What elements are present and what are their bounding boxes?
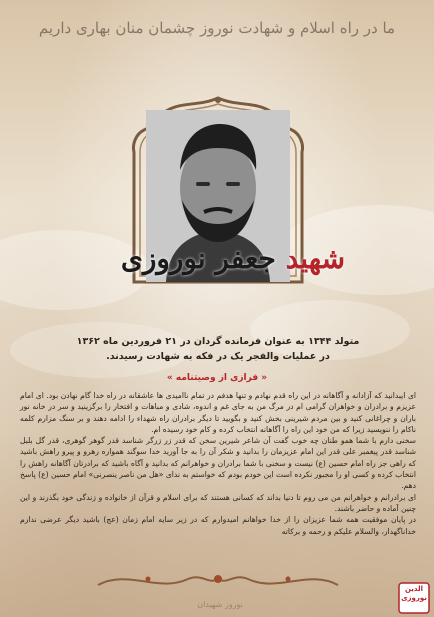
bio-text	[70, 334, 366, 364]
bio-line-2: در عملیات والفجر یک در فکه به شهادت رسیدند.	[106, 351, 330, 362]
header-quote: ما در راه اسلام و شهادت نوروز چشمان منان بهاری داریم	[38, 19, 396, 37]
will-title: « فرازی از وصیتنامه »	[166, 373, 268, 383]
will-text	[20, 390, 416, 537]
logo-text: الدین نوروزی	[401, 585, 427, 602]
will-paragraph: در پایان موفقیت همه شما عزیزان را از خدا خواهانم امیدوارم که در زیر سایه امام زمان (عج) باشید دیگر عرضی ندارم خداناگهدار، والسلام علیکم و رحمه و برکاته	[20, 515, 416, 536]
will-paragraph: سخنی دارم با شما همو طنان چه خوب گفت آن شاعر شیرین سخن که قدر زر زرگر شناسد قدر گوهر گوهری، قدر گل بلبل شناسد قدر پیغمبر علی قدر این امام عزیزمان را بدانید و شکر آن را به جا آورید خدا سوگند همواره رهرو و پیرو راهش باشید که راهی جز راه امام حسین (ع) نیست و سخنی با شما برادران و خواهرانم که بدانید و آگاه باشید که برادرتان آگاهانه راهش را انتخاب کرده و کسی او را مجبور نکرده است این خودم بودم که خواستم به ندای «هل من ناصر ینصرنی» امام حسین (ع) پاسخ دهم.	[20, 436, 416, 491]
floral-ornament	[88, 565, 348, 595]
bio-line-1: متولد ۱۳۴۴ به عنوان فرمانده گردان در ۲۱ فروردین ماه ۱۳۶۲	[76, 336, 360, 347]
footer-text: نوروز شهیدان	[197, 600, 243, 609]
martyr-prefix: شهید	[285, 242, 346, 275]
martyr-name	[118, 242, 348, 275]
martyr-full-name: جعفر نوروزی	[120, 242, 276, 275]
will-paragraph: ای ایبدانید که آزادانه و آگاهانه در این راه قدم نهادم و تنها هدفم در تمام ناامیدی ها عاشقانه در راه خدا گام نهادن بود. ای امام عزیزم و برادران و خواهران گرامی ام در مرگ من به جای غم و اندوه، شادی و مباهات و افتخار را برگزینید و سر در خانه نور باران و چراغانی کنید و بین مردم شیرینی بخش کنید و بگویید تا دیگر برادران راه شهداء را ادامه دهند و بر سنگ مزارم کلمه ناکام را ننویسید زیرا که من خود این راه را آگاهانه انتخاب کرده و کام خود رسیده ام.	[20, 391, 416, 434]
will-paragraph: ای برادرانم و خواهرانم من می روم تا دنیا بداند که کسانی هستند که برای اسلام و قرآن از خانواده و زندگی خود بگذرند و این چنین آماده و حاضر باشند.	[20, 492, 416, 513]
